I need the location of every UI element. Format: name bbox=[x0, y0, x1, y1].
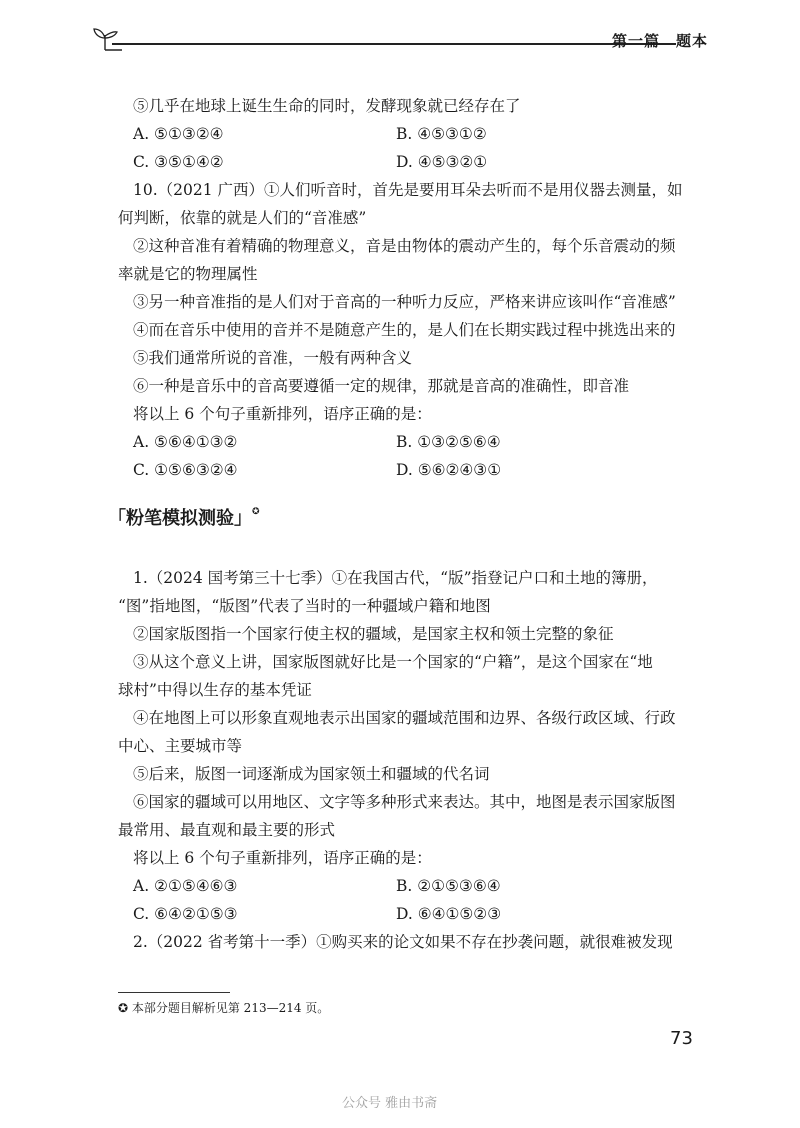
q10-item-2: ②这种音准有着精确的物理意义，音是由物体的震动产生的，每个乐音震动的频 bbox=[133, 237, 676, 255]
star-icon: ✪ bbox=[252, 507, 260, 517]
q10-head-cont: 何判断，依靠的就是人们的“音准感” bbox=[118, 209, 367, 227]
s1-item-4: ④在地图上可以形象直观地表示出国家的疆域范围和边界、各级行政区域、行政 bbox=[133, 709, 676, 727]
q10-options-row-1 bbox=[118, 428, 698, 456]
s1-item-5: ⑤后来，版图一词逐渐成为国家领土和疆域的代名词 bbox=[133, 765, 490, 783]
s1-item-6: ⑥国家的疆域可以用地区、文字等多种形式来表达。其中，地图是表示国家版图 bbox=[133, 793, 676, 811]
chapter-title: 第一篇 题本 bbox=[612, 32, 709, 50]
sprout-icon bbox=[88, 26, 122, 52]
q10-option-d: D. ⑤⑥②④③① bbox=[396, 461, 502, 479]
q10-item-3: ③另一种音准指的是人们对于音高的一种听力反应，严格来讲应该叫作“音准感” bbox=[133, 293, 676, 311]
q9-option-d: D. ④⑤③②① bbox=[396, 153, 488, 171]
q9-options-row-1 bbox=[118, 120, 698, 148]
q9-option-a: A. ⑤①③②④ bbox=[133, 125, 224, 143]
q10-option-c: C. ①⑤⑥③②④ bbox=[133, 461, 238, 479]
s1-option-a: A. ②①⑤④⑥③ bbox=[133, 877, 238, 895]
q9-item-5: ⑤几乎在地球上诞生生命的同时，发酵现象就已经存在了 bbox=[133, 97, 521, 115]
q10-item-2-cont: 率就是它的物理属性 bbox=[118, 265, 258, 283]
s1-option-d: D. ⑥④①⑤②③ bbox=[396, 905, 502, 923]
s1-prompt: 将以上 6 个句子重新排列，语序正确的是： bbox=[133, 849, 432, 867]
q10-item-6: ⑥一种是音乐中的音高要遵循一定的规律，那就是音高的准确性，即音准 bbox=[133, 377, 630, 395]
q10-option-a: A. ⑤⑥④①③② bbox=[133, 433, 238, 451]
q9-option-c: C. ③⑤①④② bbox=[133, 153, 224, 171]
q10-prompt: 将以上 6 个句子重新排列，语序正确的是： bbox=[133, 405, 432, 423]
page-number: 73 bbox=[670, 1028, 693, 1049]
s1-item-2: ②国家版图指一个国家行使主权的疆域，是国家主权和领土完整的象征 bbox=[133, 625, 614, 643]
q10-option-b: B. ①③②⑤⑥④ bbox=[396, 433, 501, 451]
watermark: 公众号 雅由书斋 bbox=[342, 1096, 438, 1111]
footnote-rule bbox=[118, 992, 230, 993]
header-rule bbox=[112, 43, 676, 45]
q9-options-row-2 bbox=[118, 148, 698, 176]
q10-item-4: ④而在音乐中使用的音并不是随意产生的，是人们在长期实践过程中挑选出来的 bbox=[133, 321, 676, 339]
section-title bbox=[108, 496, 698, 542]
s1-head-cont: “图”指地图，“版图”代表了当时的一种疆域户籍和地图 bbox=[118, 597, 491, 615]
q10-options-row-2 bbox=[118, 456, 698, 484]
s1-option-c: C. ⑥④②①⑤③ bbox=[133, 905, 238, 923]
page-header bbox=[88, 24, 708, 54]
q10-head: 10.（2021 广西）①人们听音时，首先是要用耳朵去听而不是用仪器去测量，如 bbox=[133, 181, 683, 199]
s1-head: 1.（2024 国考第三十七季）①在我国古代，“版”指登记户口和土地的簿册， bbox=[133, 569, 658, 587]
s1-options-row-1 bbox=[118, 872, 698, 900]
s2-head: 2.（2022 省考第十一季）①购买来的论文如果不存在抄袭问题，就很难被发现 bbox=[133, 933, 673, 951]
footnote: ✪ 本部分题目解析见第 213—214 页。 bbox=[118, 1001, 330, 1015]
s1-item-3-cont: 球村”中得以生存的基本凭证 bbox=[118, 681, 312, 699]
s1-item-3: ③从这个意义上讲，国家版图就好比是一个国家的“户籍”，是这个国家在“地 bbox=[133, 653, 653, 671]
section-title-text: 「粉笔模拟测验」 bbox=[108, 508, 252, 529]
s1-options-row-2 bbox=[118, 900, 698, 928]
q9-option-b: B. ④⑤③①② bbox=[396, 125, 487, 143]
s1-item-4-cont: 中心、主要城市等 bbox=[118, 737, 243, 755]
q10-item-5: ⑤我们通常所说的音准，一般有两种含义 bbox=[133, 349, 413, 367]
s1-item-6-cont: 最常用、最直观和最主要的形式 bbox=[118, 821, 336, 839]
page-content bbox=[108, 92, 698, 956]
s1-option-b: B. ②①⑤③⑥④ bbox=[396, 877, 501, 895]
